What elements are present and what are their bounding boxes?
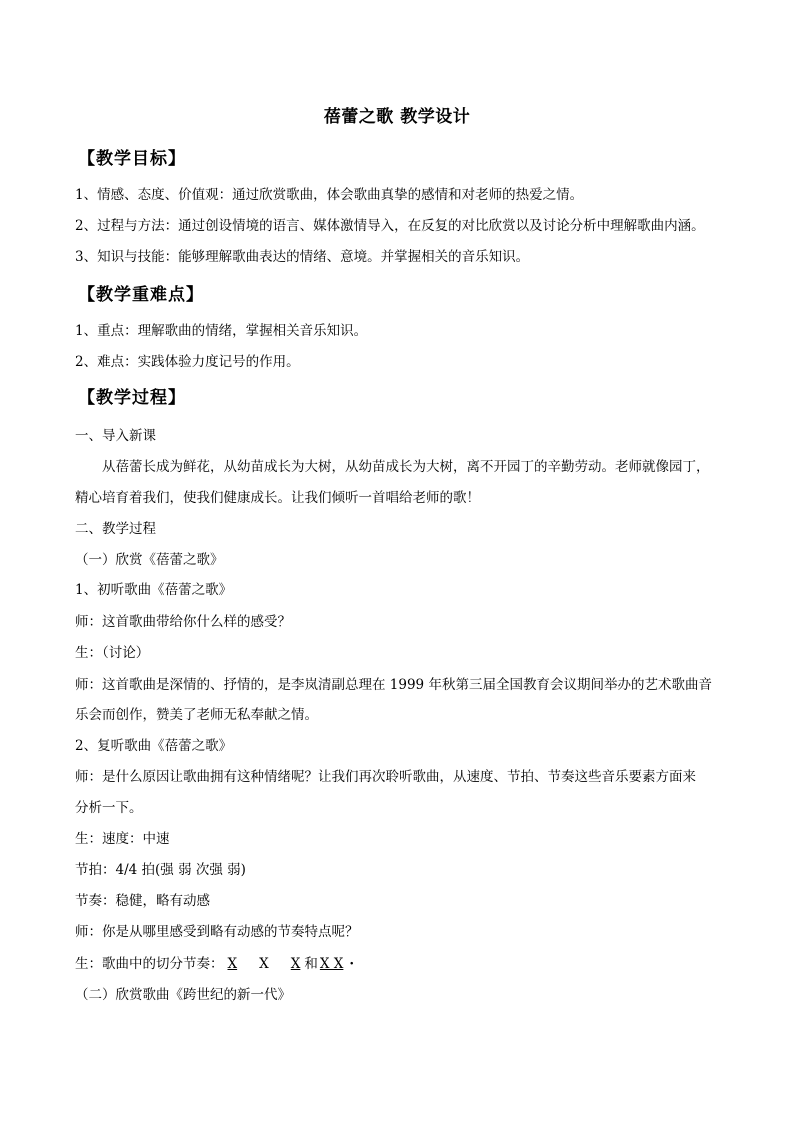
- student-answer-1: 生：（讨论）: [75, 645, 150, 661]
- teacher-text-1-line-1: 师：这首歌曲是深情的、抒情的，是李岚清副总理在 1999 年秋第三届全国教育会议期间举办的艺术歌曲音: [75, 677, 712, 693]
- student-answer-3: [75, 954, 354, 974]
- heading-process: 【教学过程】: [78, 388, 186, 408]
- objective-item-3: 3、知识与技能：能够理解歌曲表达的情绪、意境。并掌握相关的音乐知识。: [75, 249, 530, 265]
- objective-item-2: 2、过程与方法：通过创设情境的语言、媒体激情导入，在反复的对比欣赏以及讨论分析中理解歌曲内涵。: [75, 218, 705, 234]
- intro-paragraph-line-2: 精心培育着我们，使我们健康成长。让我们倾听一首唱给老师的歌！: [75, 490, 480, 506]
- syncopation-note-pair: X X: [319, 956, 344, 972]
- intro-paragraph-line-1: 从蓓蕾长成为鲜花，从幼苗成长为大树，从幼苗成长为大树，离不开园丁的辛勤劳动。老师就像园丁，: [102, 459, 710, 475]
- heading-objectives: 【教学目标】: [78, 149, 186, 169]
- document-title: 蓓蕾之歌 教学设计: [323, 107, 471, 127]
- teacher-text-1-line-2: 乐会而创作，赞美了老师无私奉献之情。: [75, 707, 318, 723]
- objective-item-1: 1、情感、态度、价值观：通过欣赏歌曲，体会歌曲真挚的感情和对老师的热爱之情。: [75, 187, 584, 203]
- keypoint-item-1: 1、重点：理解歌曲的情绪，掌握相关音乐知识。: [75, 323, 368, 339]
- sub2-title: （二）欣赏歌曲《跨世纪的新一代》: [75, 987, 291, 1003]
- syncopation-note-1: X: [227, 956, 238, 972]
- answer-speed: 生：速度：中速: [75, 831, 170, 847]
- intro-title: 一、导入新课: [75, 428, 156, 444]
- teacher-question-3: 师：你是从哪里感受到略有动感的节奏特点呢？: [75, 924, 359, 940]
- teacher-question-1: 师：这首歌曲带给你什么样的感受？: [75, 614, 291, 630]
- sub1-title: （一）欣赏《蓓蕾之歌》: [75, 552, 224, 568]
- answer-meter: 节拍：4/4 拍(强 弱 次强 弱): [75, 862, 246, 878]
- syncopation-note-2: X: [259, 956, 269, 972]
- syncopation-note-3: X: [290, 956, 301, 972]
- answer-rhythm: 节奏：稳健，略有动感: [75, 893, 210, 909]
- teacher-question-2-line-1: 师：是什么原因让歌曲拥有这种情绪呢？让我们再次聆听歌曲，从速度、节拍、节奏这些音乐要素方面来: [75, 769, 696, 785]
- teacher-question-2-line-2: 分析一下。: [75, 800, 143, 816]
- answer-3-prefix: 生：歌曲中的切分节奏：: [75, 956, 224, 972]
- dotted-note-mark: ·: [349, 956, 355, 972]
- answer-3-and: 和: [304, 956, 318, 972]
- part2-title: 二、教学过程: [75, 521, 156, 537]
- keypoint-item-2: 2、难点：实践体验力度记号的作用。: [75, 354, 300, 370]
- step1-title: 1、初听歌曲《蓓蕾之歌》: [75, 582, 233, 598]
- step2-title: 2、复听歌曲《蓓蕾之歌》: [75, 738, 233, 754]
- heading-keypoints: 【教学重难点】: [78, 285, 204, 305]
